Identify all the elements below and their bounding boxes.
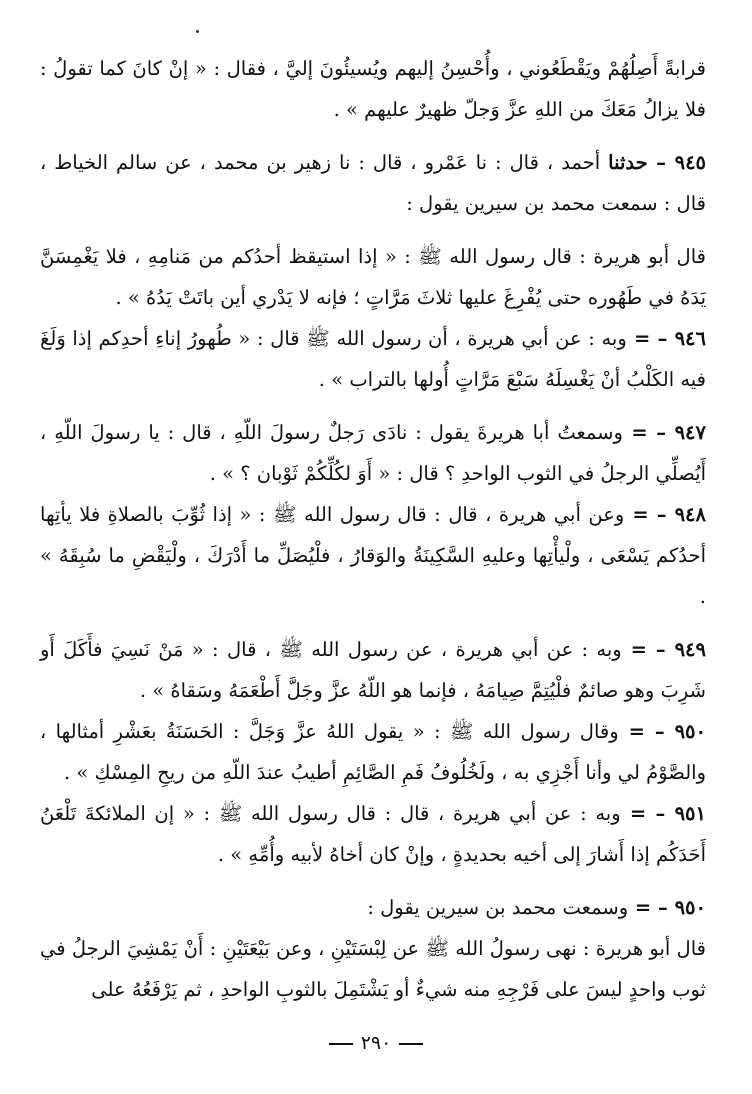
hadith-dash: –: [647, 151, 675, 174]
hadith-951: [40, 793, 706, 875]
hadith-948: [40, 494, 706, 617]
hadith-number: ٩٤٦: [674, 327, 706, 350]
hadith-952-body: قال أبو هريرة : نهى رسولُ الله ﷺ عن لِبْسَتَيْنِ ، وعن بَيْعَتَيْنِ : أَنْ يَمْشِيَ الرجلُ في ثوب واحدٍ ليسَ على فَرْجِهِ منه شيءٌ أو يَشْتَمِلَ بالثوبِ الواحدِ ، ثم يَرْفَعُهُ على: [40, 937, 706, 1001]
page-number: [0, 1032, 752, 1054]
hadith-text: وبه : عن أبي هريرة ، أن رسول الله ﷺ قال : « طُهورُ إناءِ أحدِكم إذا وَلَغَ فيه الكَلْبُ أنْ يَغْسِلَهُ سَبْعَ مَرَّاتٍ أُولها بالتراب » .: [40, 327, 706, 391]
hadith-number: ٩٥٠: [674, 896, 706, 919]
hadith-dash: – =: [620, 802, 675, 825]
hadith-952-header: [40, 887, 706, 928]
hadith-text: وبه : عن أبي هريرة ، قال : قال رسول الله ﷺ : « إن الملائكةَ تَلْعَنُ أَحَدَكُم إذا أَشارَ إلى أخيه بحديدةٍ ، وإنْ كان أخاهُ لأبيه وأُمِّهِ » .: [40, 802, 706, 866]
hadith-text: وقال رسول الله ﷺ : « يقول اللهُ عزَّ وَجَلَّ : الحَسَنَةُ بعَشْرِ أمثالها ، والصَّوْمُ لي وأنا أَجْزِي به ، ولَخُلُوفُ فَمِ الصَّائِمِ أطيبُ عندَ اللّهِ من ريحِ المِسْكِ » .: [40, 720, 706, 784]
page-number-dash-right: [329, 1043, 353, 1045]
hadith-number: ٩٤٥: [674, 151, 707, 174]
hadith-text: وسمعتُ أبا هريرةَ يقول : نادَى رَجلٌ رسولَ اللّهِ ، قال : يا رسولَ اللّهِ ، أَيُصلِّي الرجلُ في الثوب الواحدِ ؟ قال : « أَوَ لكُلِّكُمْ ثَوْبان ؟ » .: [40, 421, 706, 485]
hadith-number: ٩٤٧: [674, 421, 706, 444]
hadith-945-body: قال أبو هريرة : قال رسول الله ﷺ : « إذا استيقظ أحدُكم من مَنامِهِ ، فلا يَغْمِسَنَّ يَدَهُ في طَهُوره حتى يُفْرِغَ عليها ثلاثَ مَرَّاتٍ ؛ فإنه لا يَدْري أين باتَتْ يَدُهُ » .: [40, 245, 706, 309]
hadith-chain-text: أحمد ، قال : نا عَمْرو ، قال : نا زهير بن محمد ، عن سالم الخياط ، قال : سمعت محمد بن سيرين يقول :: [40, 151, 706, 215]
hadith-text: وسمعت محمد بن سيرين يقول :: [367, 896, 629, 919]
hadith-949: [40, 629, 706, 711]
hadith-number: ٩٤٩: [674, 638, 706, 661]
hadith-text: وعن أبي هريرة ، قال : قال رسول الله ﷺ : « إذا ثُوِّبَ بالصلاةِ فلا يأتِها أحدُكم يَسْعَى ، ولْيأْتِها وعليهِ السَّكِينَةُ والوَقارُ ، فلْيُصَلِّ ما أَدْرَكَ ، ولْيَقْضِ ما سُبِقَهُ » .: [40, 503, 706, 608]
hadith-dash: – =: [624, 503, 675, 526]
hadith-lead-word: حدثنا: [608, 151, 648, 174]
hadith-947: [40, 412, 706, 494]
hadith-number: ٩٤٨: [674, 503, 706, 526]
hadith-dash: – =: [622, 421, 675, 444]
hadith-dash: – =: [628, 896, 675, 919]
hadith-number: ٩٥٠: [674, 720, 706, 743]
hadith-dash: – =: [621, 638, 675, 661]
hadith-text: وبه : عن أبي هريرة ، عن رسول الله ﷺ ، قال : « مَنْ نَسِيَ فأَكَلَ أَو شَرِبَ وهو صائمٌ فلْيُتِمَّ صِيامَهُ ، فإنما هو اللّهُ عزَّ وجَلَّ أَطْعَمَهُ وسَقاهُ » .: [40, 638, 706, 702]
hadith-945-header: [40, 142, 706, 224]
hadith-dash: – =: [618, 720, 675, 743]
page-number-value: ٢٩٠: [360, 1032, 392, 1054]
page-number-dash-left: [399, 1043, 423, 1045]
hadith-946: [40, 318, 706, 400]
paragraph-continuation: قرابةً أَصِلُهُمْ ويَقْطَعُوني ، وأُحْسِنُ إليهم ويُسيئُونَ إليَّ ، فقال : « إنْ كانَ كما تقولُ : فلا يزالُ مَعَكَ من اللهِ عزَّ وَجلّ ظهيرٌ عليهم » .: [40, 57, 706, 121]
hadith-dash: – =: [626, 327, 675, 350]
hadith-950: [40, 711, 706, 793]
hadith-number: ٩٥١: [674, 802, 706, 825]
